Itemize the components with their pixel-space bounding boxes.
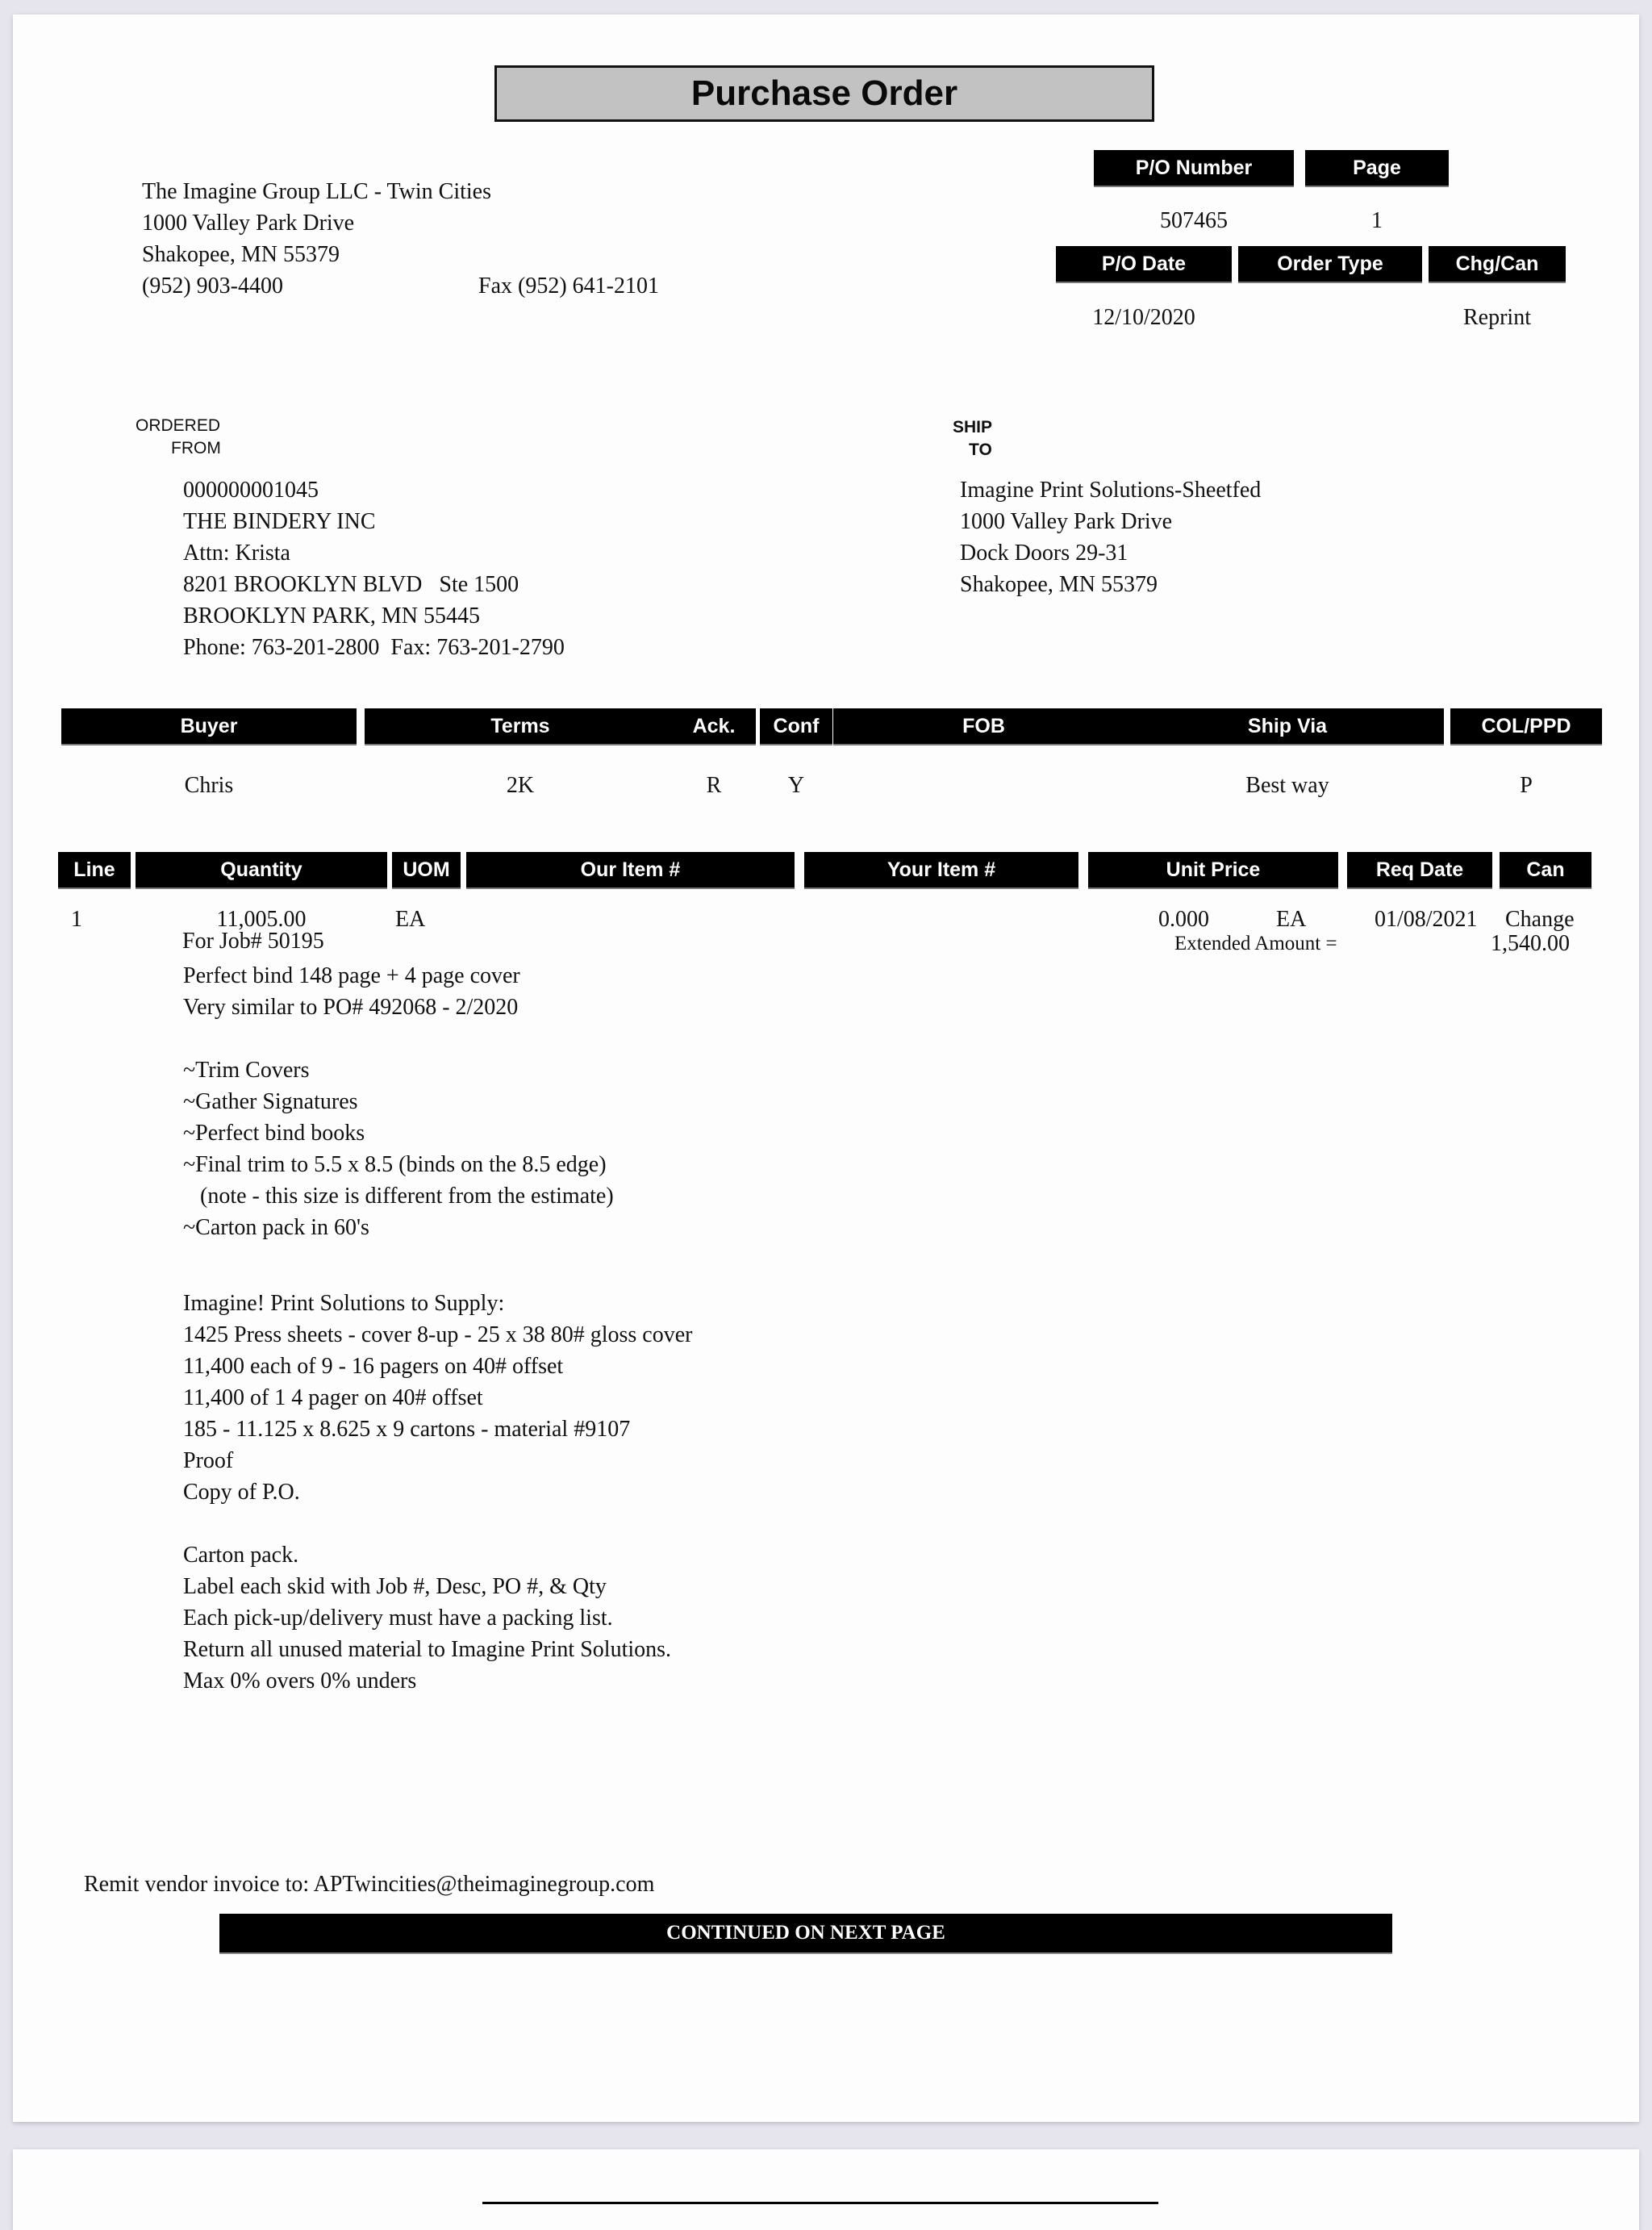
req-date-header: Req Date <box>1347 852 1492 889</box>
vendor-address <box>183 474 565 663</box>
uom-value: EA <box>395 907 426 932</box>
buyer-value: Chris <box>184 773 234 798</box>
notes-block-4 <box>183 1539 671 1697</box>
document-page-1 <box>13 15 1639 2122</box>
line-value: 1 <box>71 907 82 932</box>
our-item-header: Our Item # <box>466 852 795 889</box>
document-page-2 <box>13 2149 1639 2230</box>
note-line: Imagine! Print Solutions to Supply: <box>183 1291 505 1316</box>
vendor-id: 000000001045 <box>183 478 319 503</box>
unit-price-header: Unit Price <box>1088 852 1338 889</box>
quantity-value: 11,005.00 <box>216 907 307 932</box>
note-line: Proof <box>183 1448 234 1473</box>
notes-block-2 <box>183 1054 614 1243</box>
ship-to-street: 1000 Valley Park Drive <box>960 509 1173 534</box>
note-line: 11,400 of 1 4 pager on 40# offset <box>183 1385 483 1410</box>
uom-header: UOM <box>392 852 461 889</box>
note-line: ~Perfect bind books <box>183 1121 365 1146</box>
ordered-from-label <box>136 415 221 460</box>
col-ppd-header: COL/PPD <box>1450 708 1602 745</box>
req-date-value: 01/08/2021 <box>1375 907 1478 932</box>
note-line: Each pick-up/delivery must have a packing list. <box>183 1606 613 1631</box>
note-line: Perfect bind 148 page + 4 page cover <box>183 963 520 988</box>
note-line: 1425 Press sheets - cover 8-up - 25 x 38 80# gloss cover <box>183 1322 693 1347</box>
ship-label: SHIP <box>953 418 993 436</box>
extended-amount-label: Extended Amount = <box>1174 933 1337 954</box>
note-line: Carton pack. <box>183 1543 299 1568</box>
note-line: ~Gather Signatures <box>183 1089 358 1114</box>
chg-can-header: Chg/Can <box>1429 246 1566 283</box>
conf-header: Conf <box>760 708 832 745</box>
terms-value: 2K <box>506 773 535 798</box>
note-line: ~Trim Covers <box>183 1058 310 1083</box>
note-line: Label each skid with Job #, Desc, PO #, & Qty <box>183 1574 607 1599</box>
note-line: Return all unused material to Imagine Print Solutions. <box>183 1637 672 1662</box>
note-line: (note - this size is different from the estimate) <box>183 1184 614 1209</box>
po-number-header: P/O Number <box>1094 150 1294 187</box>
line-header: Line <box>58 852 131 889</box>
company-address <box>142 176 491 302</box>
notes-block-3 <box>183 1288 692 1508</box>
vendor-street: 8201 BROOKLYN BLVD Ste 1500 <box>183 572 519 597</box>
po-date-header: P/O Date <box>1056 246 1232 283</box>
company-street: 1000 Valley Park Drive <box>142 211 355 236</box>
vendor-city: BROOKLYN PARK, MN 55445 <box>183 603 480 628</box>
page-header: Page <box>1305 150 1449 187</box>
to-label: TO <box>969 441 992 459</box>
company-fax: Fax (952) 641-2101 <box>478 274 659 299</box>
vendor-phone-fax: Phone: 763-201-2800 Fax: 763-201-2790 <box>183 635 565 660</box>
can-header: Can <box>1500 852 1592 889</box>
note-line: 11,400 each of 9 - 16 pagers on 40# offset <box>183 1354 564 1379</box>
from-label: FROM <box>171 439 221 457</box>
can-value: Change <box>1505 907 1575 932</box>
note-line: Max 0% overs 0% unders <box>183 1668 417 1693</box>
company-phone: (952) 903-4400 <box>142 274 283 299</box>
unit-price-value: 0.000 <box>1158 907 1209 932</box>
ship-via-header: Ship Via <box>1131 708 1444 745</box>
remit-instructions: Remit vendor invoice to: APTwincities@theimaginegroup.com <box>84 1872 655 1897</box>
extended-amount-value: 1,540.00 <box>1491 931 1570 956</box>
ship-to-label <box>953 416 992 461</box>
po-date-value: 12/10/2020 <box>1092 305 1195 330</box>
quantity-header: Quantity <box>136 852 387 889</box>
vendor-attn: Attn: Krista <box>183 541 290 566</box>
po-number-value: 507465 <box>1160 208 1228 233</box>
note-line: ~Final trim to 5.5 x 8.5 (binds on the 8.5 edge) <box>183 1152 607 1177</box>
vendor-name: THE BINDERY INC <box>183 509 376 534</box>
buyer-header: Buyer <box>61 708 357 745</box>
note-line: ~Carton pack in 60's <box>183 1215 369 1240</box>
ack-value: R <box>706 773 722 798</box>
col-ppd-value: P <box>1520 773 1533 798</box>
page-value: 1 <box>1371 208 1383 233</box>
note-line: Copy of P.O. <box>183 1480 300 1505</box>
ship-to-dock: Dock Doors 29-31 <box>960 541 1128 566</box>
fob-header: FOB <box>833 708 1134 745</box>
price-uom-value: EA <box>1276 907 1307 932</box>
ship-to-city: Shakopee, MN 55379 <box>960 572 1158 597</box>
notes-block-1 <box>183 960 520 1023</box>
ordered-label: ORDERED <box>136 416 221 435</box>
ship-to-name: Imagine Print Solutions-Sheetfed <box>960 478 1262 503</box>
job-number: For Job# 50195 <box>182 929 324 954</box>
note-line: Very similar to PO# 492068 - 2/2020 <box>183 995 519 1020</box>
your-item-header: Your Item # <box>804 852 1078 889</box>
ack-header: Ack. <box>672 708 756 745</box>
ship-via-value: Best way <box>1245 773 1329 798</box>
ship-to-address <box>960 474 1261 600</box>
document-title: Purchase Order <box>494 65 1154 122</box>
order-type-header: Order Type <box>1238 246 1422 283</box>
chg-can-value: Reprint <box>1463 305 1531 330</box>
conf-value: Y <box>787 773 805 798</box>
note-line: 185 - 11.125 x 8.625 x 9 cartons - material #9107 <box>183 1417 631 1442</box>
company-city: Shakopee, MN 55379 <box>142 242 340 267</box>
continued-banner: CONTINUED ON NEXT PAGE <box>219 1914 1392 1954</box>
company-name: The Imagine Group LLC - Twin Cities <box>142 179 492 204</box>
terms-header: Terms <box>365 708 676 745</box>
